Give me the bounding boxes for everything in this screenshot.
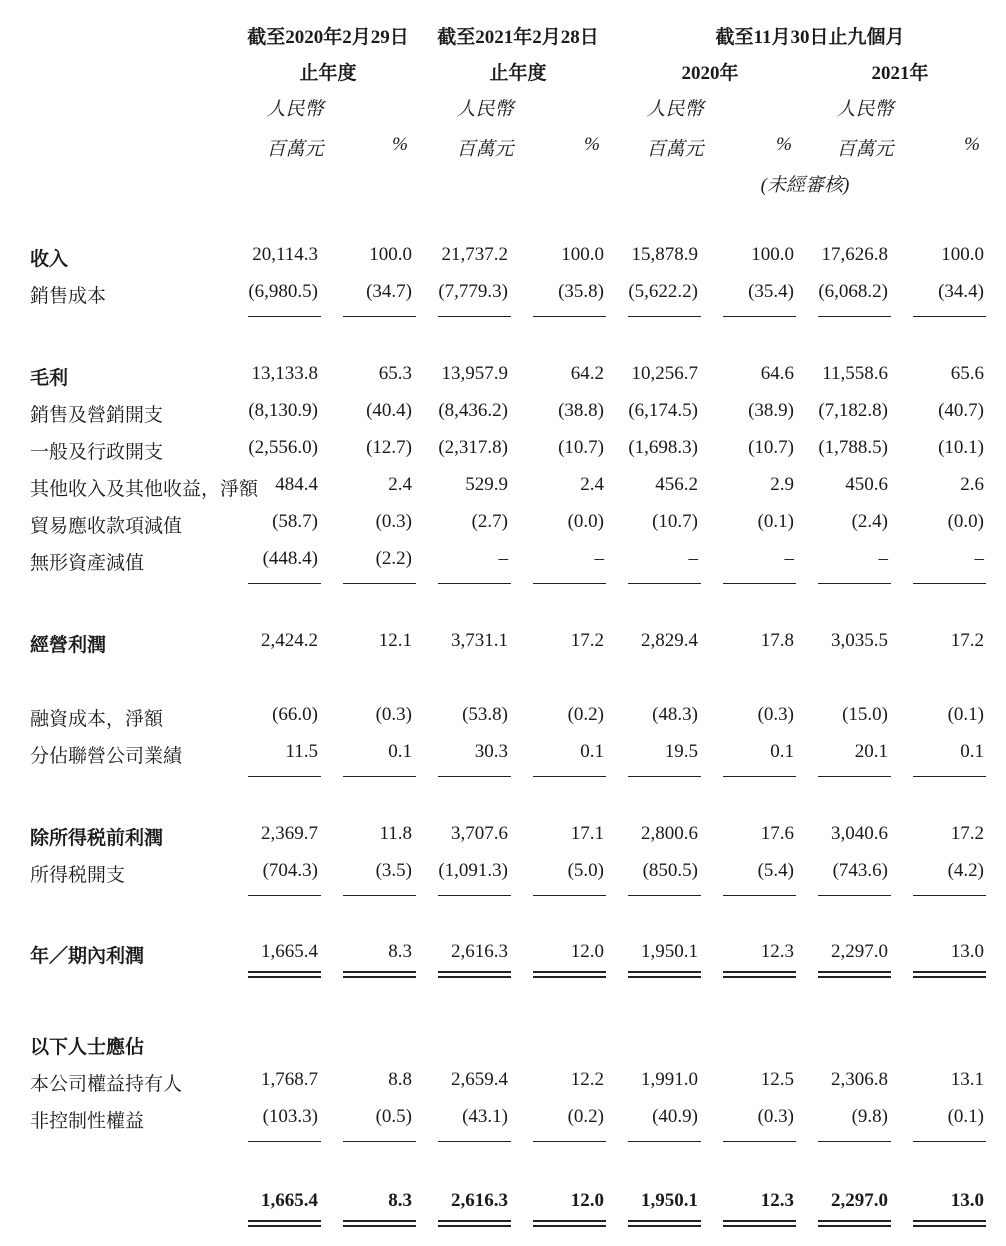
amount-cell: 3,035.5 <box>831 630 888 651</box>
amount-cell: (8,436.2) <box>438 400 508 421</box>
amount-cell: (2,317.8) <box>438 437 508 458</box>
total-double-rule <box>533 971 606 978</box>
amount-cell: (2.4) <box>851 511 888 532</box>
row-label: 非控制性權益 <box>30 1111 145 1132</box>
percent-cell: (38.9) <box>748 400 794 421</box>
subtotal-rule <box>628 776 701 777</box>
amount-cell: 2,616.3 <box>451 1190 508 1211</box>
percent-cell: 13.0 <box>950 1190 984 1211</box>
subtotal-rule <box>818 316 891 317</box>
subtotal-rule <box>723 776 796 777</box>
row-label: 年／期內利潤 <box>30 946 145 967</box>
amount-cell: 2,306.8 <box>831 1069 888 1090</box>
percent-cell: 2.4 <box>388 474 412 495</box>
amount-cell: 1,991.0 <box>641 1069 698 1090</box>
percent-cell: (0.0) <box>947 511 984 532</box>
total-double-rule <box>343 1220 416 1227</box>
total-double-rule <box>913 1220 986 1227</box>
pct-label: % <box>964 134 980 155</box>
amount-cell: 2,369.7 <box>261 823 318 844</box>
period-c-header: 截至11月30日止九個月 <box>715 27 905 48</box>
subtotal-rule <box>913 583 986 584</box>
amount-cell: 2,424.2 <box>261 630 318 651</box>
row-label: 分佔聯營公司業績 <box>30 746 183 767</box>
percent-cell: 2.6 <box>960 474 984 495</box>
subtotal-rule <box>343 895 416 896</box>
pct-label: % <box>392 134 408 155</box>
subtotal-rule <box>343 1141 416 1142</box>
percent-cell: 64.6 <box>760 363 794 384</box>
amount-cell: 2,800.6 <box>641 823 698 844</box>
amount-cell: (448.4) <box>262 548 318 569</box>
percent-cell: 12.3 <box>760 1190 794 1211</box>
subtotal-rule <box>438 583 511 584</box>
percent-cell: 13.1 <box>950 1069 984 1090</box>
year-2021-header: 2021年 <box>871 63 929 84</box>
subtotal-rule <box>913 316 986 317</box>
subtotal-rule <box>818 895 891 896</box>
percent-cell: (0.3) <box>375 704 412 725</box>
amount-cell: (48.3) <box>652 704 698 725</box>
subtotal-rule <box>723 1141 796 1142</box>
amount-cell: (40.9) <box>652 1106 698 1127</box>
amount-cell: (2,556.0) <box>248 437 318 458</box>
total-double-rule <box>628 971 701 978</box>
amount-cell: 15,878.9 <box>631 244 698 265</box>
percent-cell: (0.3) <box>375 511 412 532</box>
amount-cell: (2.7) <box>471 511 508 532</box>
percent-cell: 12.5 <box>760 1069 794 1090</box>
percent-cell: 64.2 <box>570 363 604 384</box>
amount-cell: 30.3 <box>474 741 508 762</box>
row-label: 經營利潤 <box>30 635 107 656</box>
percent-cell: (0.1) <box>947 1106 984 1127</box>
percent-cell: (0.1) <box>947 704 984 725</box>
amount-cell: (743.6) <box>832 860 888 881</box>
subtotal-rule <box>533 895 606 896</box>
subtotal-rule <box>248 316 321 317</box>
subtotal-rule <box>533 1141 606 1142</box>
total-double-rule <box>818 971 891 978</box>
amount-cell: 3,707.6 <box>451 823 508 844</box>
subtotal-rule <box>343 776 416 777</box>
amount-cell: (58.7) <box>272 511 318 532</box>
unaudited-label: (未經審核) <box>760 175 850 196</box>
subtotal-rule <box>818 583 891 584</box>
currency-label: 人民幣 <box>646 99 704 120</box>
amount-cell: 11.5 <box>285 741 318 762</box>
subtotal-rule <box>438 895 511 896</box>
row-label: 收入 <box>30 249 69 270</box>
subtotal-rule <box>628 1141 701 1142</box>
percent-cell: (10.7) <box>748 437 794 458</box>
percent-cell: (0.3) <box>757 1106 794 1127</box>
amount-cell: (66.0) <box>272 704 318 725</box>
amount-cell: 17,626.8 <box>821 244 888 265</box>
amount-cell: – <box>498 548 508 569</box>
percent-cell: 17.8 <box>760 630 794 651</box>
subtotal-rule <box>628 316 701 317</box>
period-b-header-line1: 截至2021年2月28日 <box>437 27 599 48</box>
percent-cell: 17.6 <box>760 823 794 844</box>
amount-cell: 19.5 <box>664 741 698 762</box>
amount-cell: 456.2 <box>655 474 698 495</box>
amount-cell: 2,829.4 <box>641 630 698 651</box>
amount-cell: 484.4 <box>275 474 318 495</box>
unit-label: 百萬元 <box>266 139 324 160</box>
percent-cell: 13.0 <box>950 941 984 962</box>
amount-cell: 3,040.6 <box>831 823 888 844</box>
row-label: 其他收入及其他收益，淨額 <box>30 479 259 500</box>
amount-cell: (8,130.9) <box>248 400 318 421</box>
amount-cell: 13,957.9 <box>441 363 508 384</box>
subtotal-rule <box>343 316 416 317</box>
percent-cell: 65.6 <box>950 363 984 384</box>
percent-cell: (40.7) <box>938 400 984 421</box>
total-double-rule <box>913 971 986 978</box>
amount-cell: 1,665.4 <box>261 941 318 962</box>
amount-cell: 529.9 <box>465 474 508 495</box>
total-double-rule <box>248 1220 321 1227</box>
total-double-rule <box>628 1220 701 1227</box>
subtotal-rule <box>913 895 986 896</box>
amount-cell: 2,659.4 <box>451 1069 508 1090</box>
row-label: 本公司權益持有人 <box>30 1074 183 1095</box>
amount-cell: (6,174.5) <box>628 400 698 421</box>
amount-cell: 2,616.3 <box>451 941 508 962</box>
amount-cell: (7,182.8) <box>818 400 888 421</box>
percent-cell: (12.7) <box>366 437 412 458</box>
currency-label: 人民幣 <box>836 99 894 120</box>
unit-label: 百萬元 <box>646 139 704 160</box>
amount-cell: 13,133.8 <box>251 363 318 384</box>
total-double-rule <box>723 971 796 978</box>
percent-cell: 100.0 <box>941 244 984 265</box>
percent-cell: – <box>784 548 794 569</box>
percent-cell: (5.0) <box>567 860 604 881</box>
amount-cell: – <box>688 548 698 569</box>
amount-cell: (850.5) <box>642 860 698 881</box>
subtotal-rule <box>533 776 606 777</box>
currency-label: 人民幣 <box>456 99 514 120</box>
subtotal-rule <box>628 895 701 896</box>
unit-label: 百萬元 <box>836 139 894 160</box>
subtotal-rule <box>438 776 511 777</box>
percent-cell: 2.4 <box>580 474 604 495</box>
percent-cell: – <box>974 548 984 569</box>
percent-cell: 65.3 <box>378 363 412 384</box>
amount-cell: (5,622.2) <box>628 281 698 302</box>
period-a-header-line2: 止年度 <box>299 63 357 84</box>
percent-cell: 12.0 <box>570 1190 604 1211</box>
percent-cell: (3.5) <box>375 860 412 881</box>
total-double-rule <box>248 971 321 978</box>
period-b-header-line2: 止年度 <box>489 63 547 84</box>
percent-cell: 17.2 <box>950 630 984 651</box>
amount-cell: 10,256.7 <box>631 363 698 384</box>
row-label: 融資成本，淨額 <box>30 709 164 730</box>
amount-cell: (6,068.2) <box>818 281 888 302</box>
subtotal-rule <box>818 1141 891 1142</box>
amount-cell: (1,698.3) <box>628 437 698 458</box>
amount-cell: (53.8) <box>462 704 508 725</box>
amount-cell: (9.8) <box>851 1106 888 1127</box>
subtotal-rule <box>533 316 606 317</box>
subtotal-rule <box>533 583 606 584</box>
pct-label: % <box>584 134 600 155</box>
percent-cell: 12.0 <box>570 941 604 962</box>
percent-cell: 0.1 <box>960 741 984 762</box>
row-label: 銷售及營銷開支 <box>30 405 164 426</box>
amount-cell: – <box>878 548 888 569</box>
amount-cell: 1,665.4 <box>261 1190 318 1211</box>
percent-cell: 100.0 <box>751 244 794 265</box>
subtotal-rule <box>248 1141 321 1142</box>
subtotal-rule <box>913 776 986 777</box>
percent-cell: 11.8 <box>379 823 412 844</box>
unit-label: 百萬元 <box>456 139 514 160</box>
percent-cell: 2.9 <box>770 474 794 495</box>
total-double-rule <box>818 1220 891 1227</box>
percent-cell: (34.7) <box>366 281 412 302</box>
percent-cell: (0.5) <box>375 1106 412 1127</box>
percent-cell: 100.0 <box>561 244 604 265</box>
percent-cell: 12.1 <box>378 630 412 651</box>
subtotal-rule <box>818 776 891 777</box>
amount-cell: 2,297.0 <box>831 1190 888 1211</box>
subtotal-rule <box>723 895 796 896</box>
subtotal-rule <box>723 583 796 584</box>
percent-cell: (0.3) <box>757 704 794 725</box>
year-2020-header: 2020年 <box>681 63 739 84</box>
total-double-rule <box>438 971 511 978</box>
row-label: 貿易應收款項減值 <box>30 516 183 537</box>
percent-cell: 17.2 <box>950 823 984 844</box>
period-a-header-line1: 截至2020年2月29日 <box>247 27 409 48</box>
amount-cell: 20,114.3 <box>252 244 318 265</box>
percent-cell: 8.3 <box>388 941 412 962</box>
amount-cell: (15.0) <box>842 704 888 725</box>
percent-cell: (0.1) <box>757 511 794 532</box>
total-double-rule <box>723 1220 796 1227</box>
amount-cell: 450.6 <box>845 474 888 495</box>
percent-cell: 8.8 <box>388 1069 412 1090</box>
subtotal-rule <box>438 1141 511 1142</box>
percent-cell: (2.2) <box>375 548 412 569</box>
subtotal-rule <box>248 895 321 896</box>
row-label: 一般及行政開支 <box>30 442 164 463</box>
amount-cell: (6,980.5) <box>248 281 318 302</box>
percent-cell: 12.3 <box>760 941 794 962</box>
pct-label: % <box>776 134 792 155</box>
percent-cell: (38.8) <box>558 400 604 421</box>
amount-cell: 21,737.2 <box>441 244 508 265</box>
amount-cell: (43.1) <box>462 1106 508 1127</box>
amount-cell: 1,950.1 <box>641 1190 698 1211</box>
amount-cell: (10.7) <box>652 511 698 532</box>
row-label: 銷售成本 <box>30 286 107 307</box>
subtotal-rule <box>438 316 511 317</box>
percent-cell: 0.1 <box>388 741 412 762</box>
amount-cell: (1,091.3) <box>438 860 508 881</box>
percent-cell: (4.2) <box>947 860 984 881</box>
percent-cell: 0.1 <box>770 741 794 762</box>
amount-cell: (704.3) <box>262 860 318 881</box>
percent-cell: 8.3 <box>388 1190 412 1211</box>
subtotal-rule <box>248 583 321 584</box>
amount-cell: 1,768.7 <box>261 1069 318 1090</box>
percent-cell: 17.1 <box>570 823 604 844</box>
amount-cell: 11,558.6 <box>822 363 888 384</box>
amount-cell: (7,779.3) <box>438 281 508 302</box>
subtotal-rule <box>248 776 321 777</box>
percent-cell: (0.2) <box>567 704 604 725</box>
percent-cell: – <box>594 548 604 569</box>
currency-label: 人民幣 <box>266 99 324 120</box>
subtotal-rule <box>913 1141 986 1142</box>
row-label: 除所得税前利潤 <box>30 828 164 849</box>
subtotal-rule <box>723 316 796 317</box>
percent-cell: (0.2) <box>567 1106 604 1127</box>
amount-cell: 20.1 <box>854 741 888 762</box>
percent-cell: (0.0) <box>567 511 604 532</box>
row-label: 無形資產減值 <box>30 553 145 574</box>
amount-cell: 3,731.1 <box>451 630 508 651</box>
total-double-rule <box>533 1220 606 1227</box>
amount-cell: (103.3) <box>262 1106 318 1127</box>
percent-cell: 100.0 <box>369 244 412 265</box>
amount-cell: (1,788.5) <box>818 437 888 458</box>
percent-cell: (10.7) <box>558 437 604 458</box>
percent-cell: (34.4) <box>938 281 984 302</box>
amount-cell: 1,950.1 <box>641 941 698 962</box>
percent-cell: (5.4) <box>757 860 794 881</box>
total-double-rule <box>343 971 416 978</box>
percent-cell: (35.8) <box>558 281 604 302</box>
row-label: 以下人士應佔 <box>30 1037 145 1058</box>
percent-cell: 17.2 <box>570 630 604 651</box>
percent-cell: (40.4) <box>366 400 412 421</box>
percent-cell: 12.2 <box>570 1069 604 1090</box>
amount-cell: 2,297.0 <box>831 941 888 962</box>
percent-cell: (10.1) <box>938 437 984 458</box>
percent-cell: (35.4) <box>748 281 794 302</box>
percent-cell: 0.1 <box>580 741 604 762</box>
row-label: 毛利 <box>30 368 69 389</box>
total-double-rule <box>438 1220 511 1227</box>
row-label: 所得税開支 <box>30 865 126 886</box>
subtotal-rule <box>628 583 701 584</box>
subtotal-rule <box>343 583 416 584</box>
